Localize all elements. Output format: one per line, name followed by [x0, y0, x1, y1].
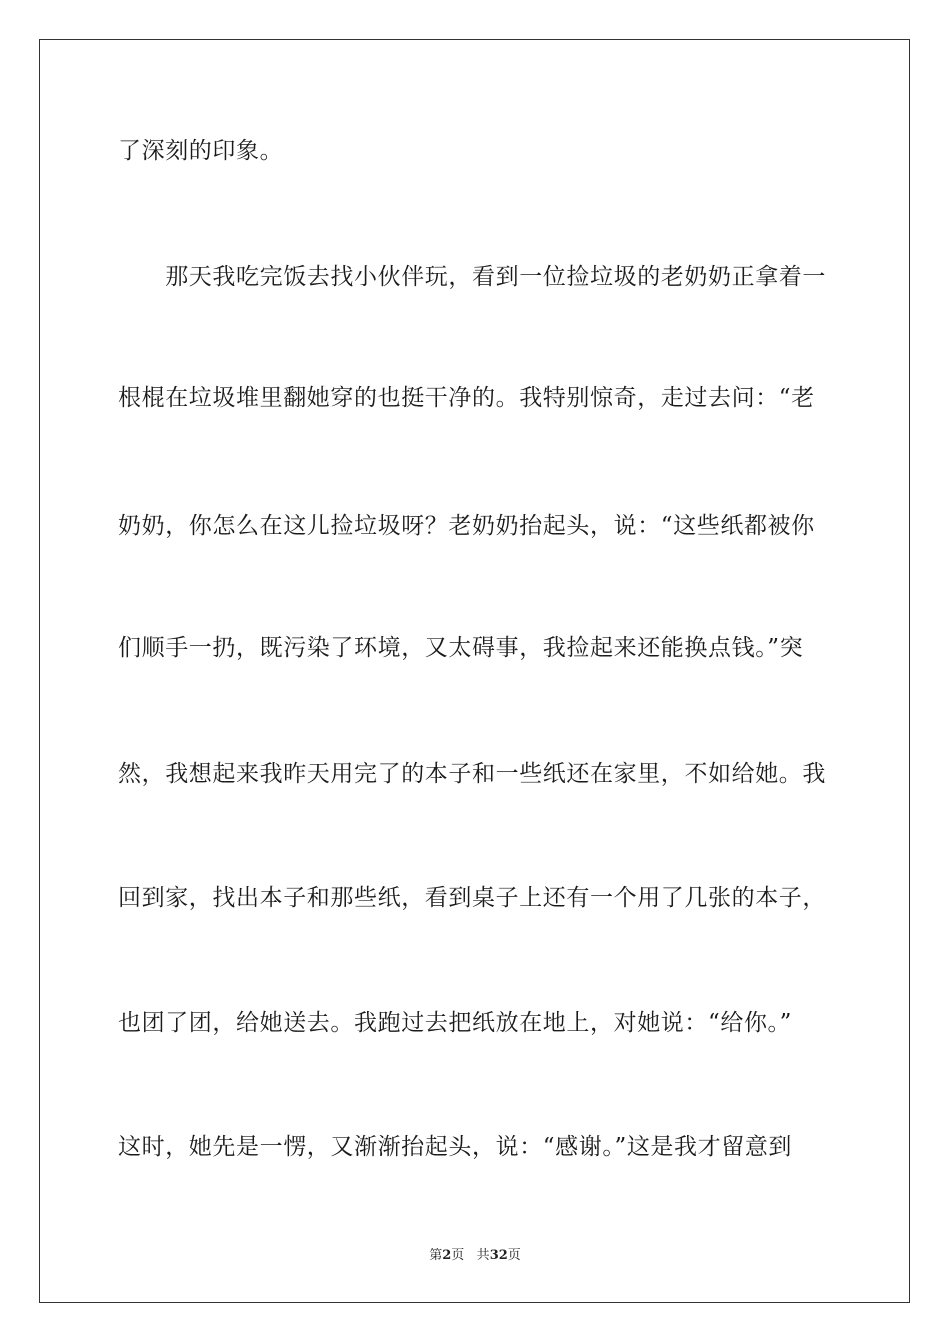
footer-page-prefix: 第	[429, 1248, 443, 1263]
footer-total-pages: 32	[489, 1248, 508, 1263]
text-line-5: 们顺手一扔，既污染了环境，又太碍事，我捡起来还能换点钱。”突	[118, 635, 804, 661]
text-line-1: 了深刻的印象。	[118, 138, 284, 164]
footer-total-prefix: 共	[476, 1248, 490, 1263]
text-line-6: 然，我想起来我昨天用完了的本子和一些纸还在家里，不如给她。我	[118, 761, 826, 787]
text-line-9: 这时，她先是一愣，又渐渐抬起头，说：“感谢。”这是我才留意到	[118, 1134, 793, 1160]
page-footer	[0, 1247, 950, 1265]
text-line-3: 根棍在垃圾堆里翻她穿的也挺干净的。我特别惊奇，走过去问：“老	[118, 385, 815, 411]
text-line-8: 也团了团，给她送去。我跑过去把纸放在地上，对她说：“给你。”	[118, 1010, 793, 1036]
footer-total-suffix: 页	[507, 1248, 521, 1263]
page-frame	[39, 39, 910, 1303]
text-line-4: 奶奶，你怎么在这儿捡垃圾呀？老奶奶抬起头，说：“这些纸都被你	[118, 513, 815, 539]
text-line-7: 回到家，找出本子和那些纸，看到桌子上还有一个用了几张的本子，	[118, 885, 826, 911]
footer-page-suffix: 页	[451, 1248, 465, 1263]
footer-page-number: 2	[442, 1248, 452, 1263]
text-line-2: 那天我吃完饭去找小伙伴玩，看到一位捡垃圾的老奶奶正拿着一	[118, 264, 826, 290]
